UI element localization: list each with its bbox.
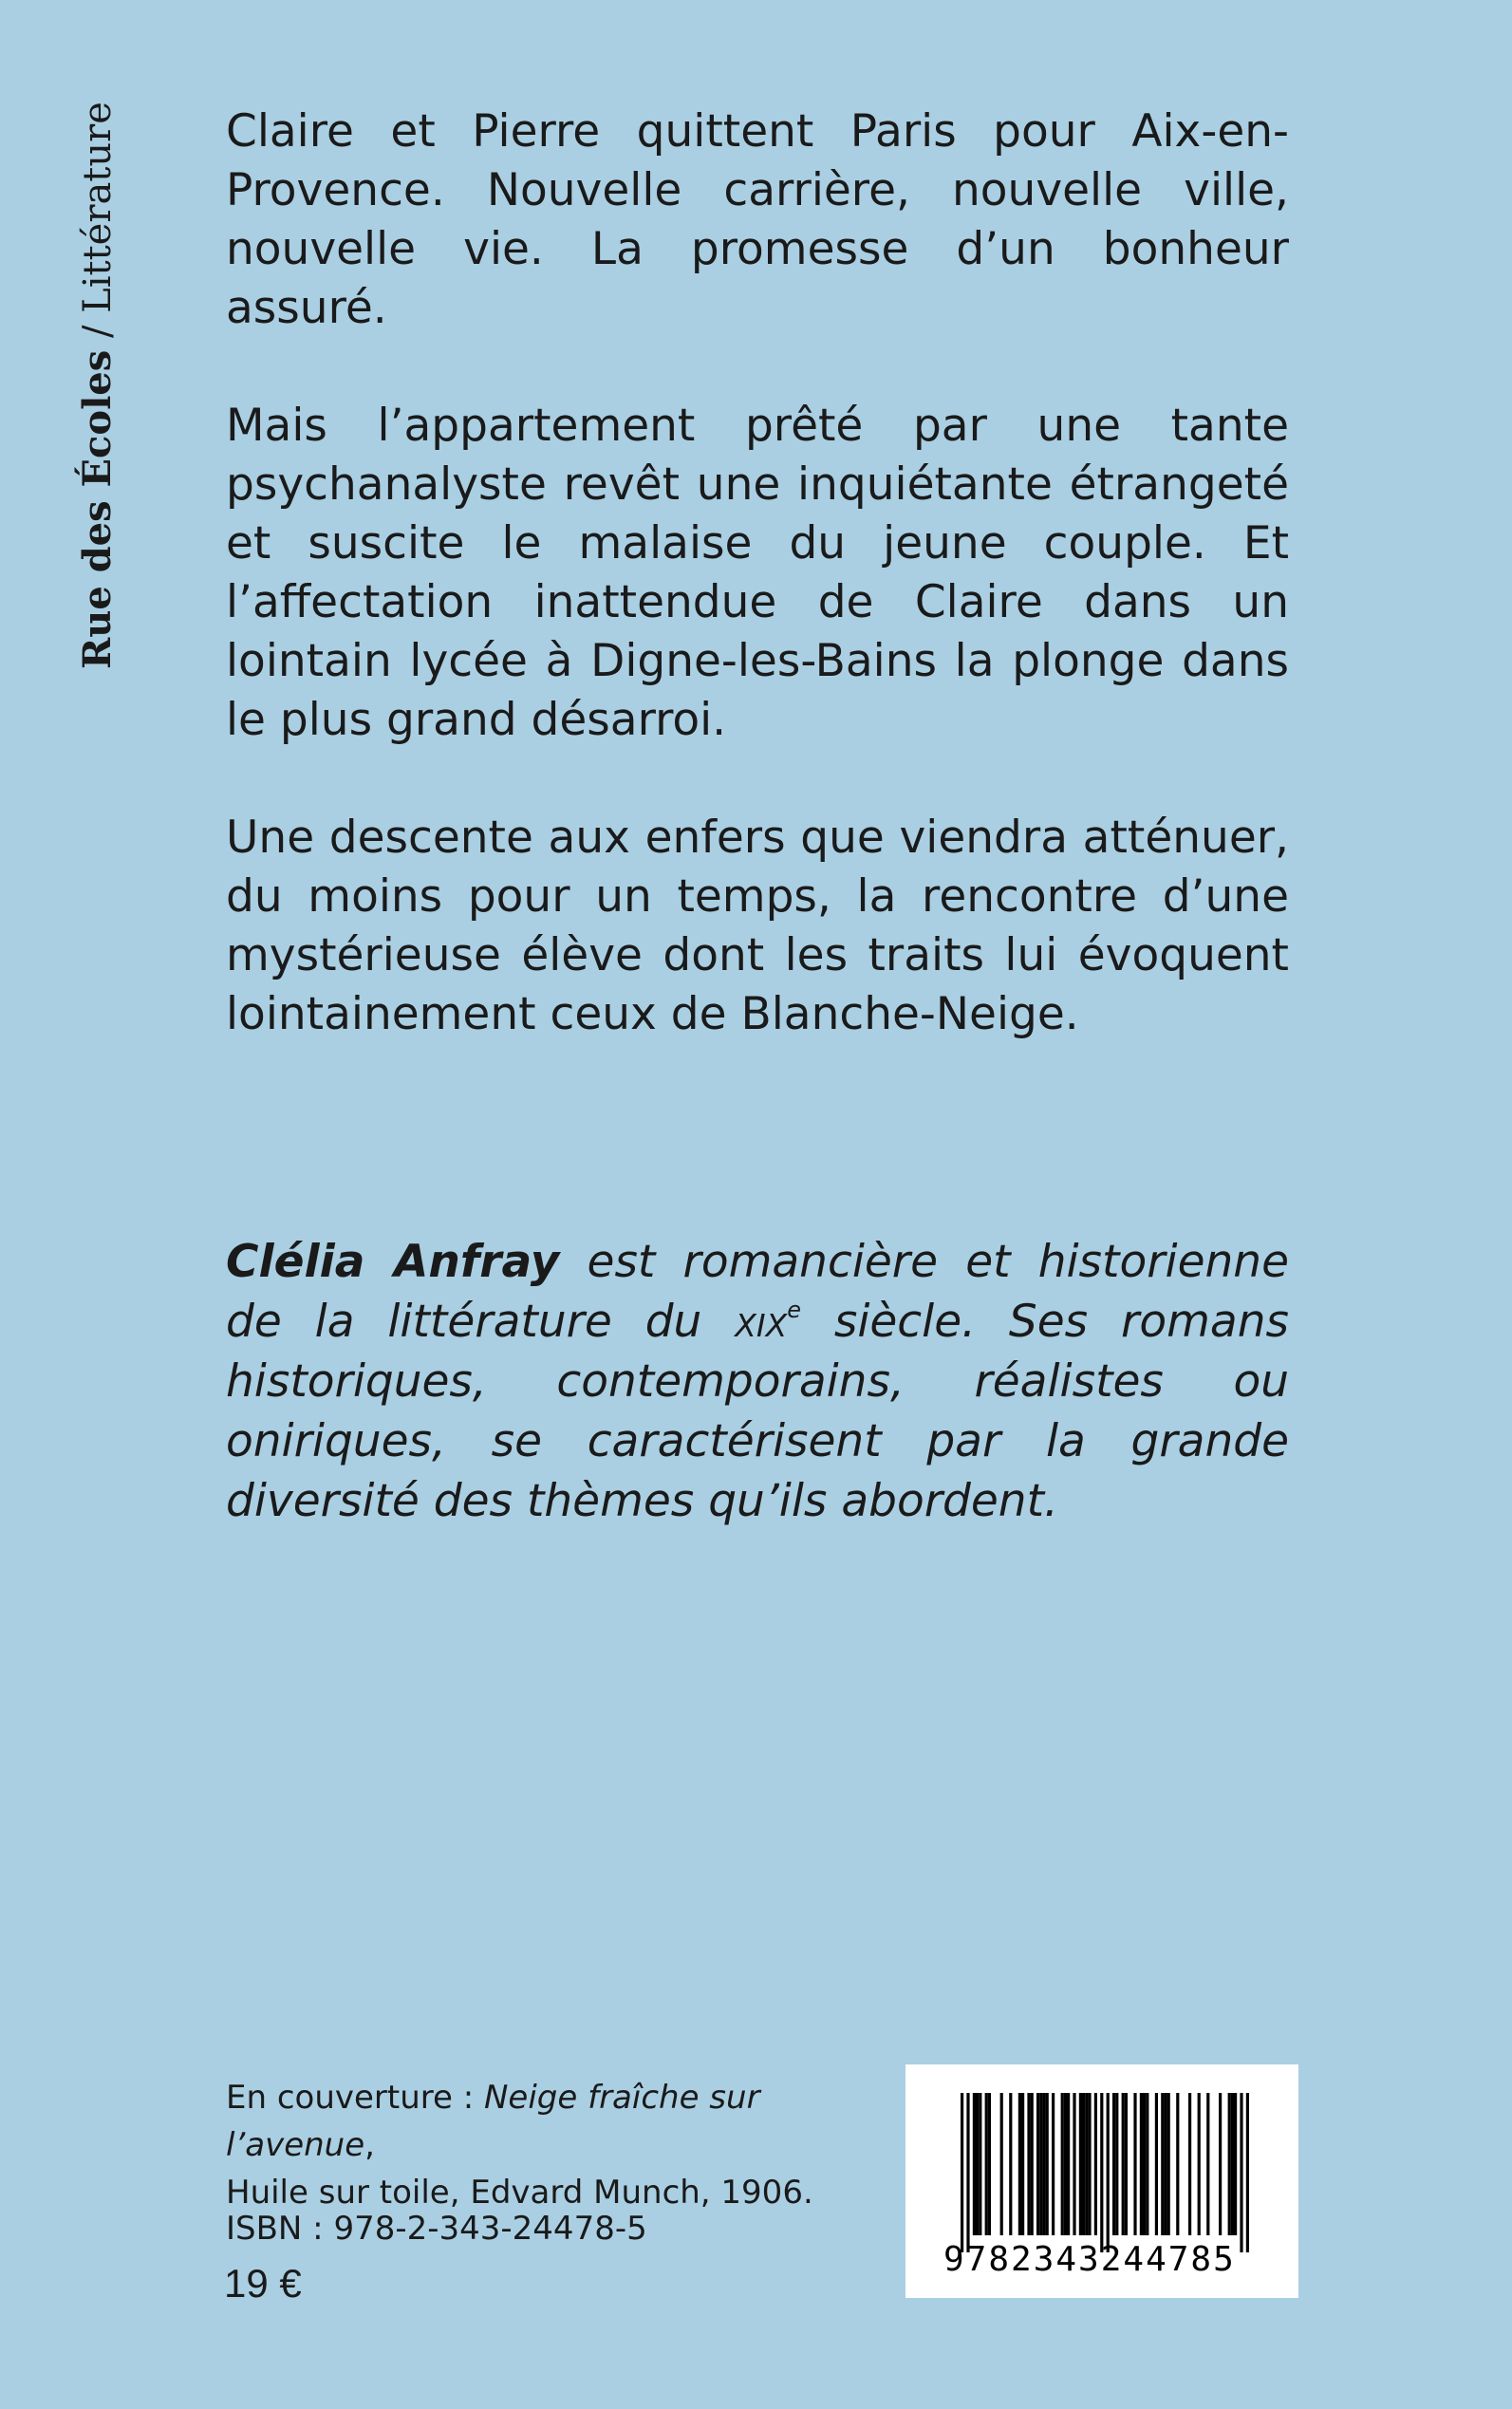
cover-credits-line — [226, 2074, 890, 2169]
barcode — [905, 2064, 1298, 2298]
barcode-bar — [1115, 2093, 1118, 2235]
barcode-bar — [1031, 2093, 1034, 2235]
barcode-bar — [1167, 2093, 1170, 2235]
barcode-bar — [1009, 2093, 1012, 2235]
barcode-bar — [1234, 2093, 1237, 2235]
barcode-bar — [1146, 2093, 1148, 2235]
barcode-bar — [1125, 2093, 1128, 2235]
barcode-bar — [1140, 2093, 1143, 2235]
century-suffix: e — [787, 1297, 801, 1323]
credits-suffix: , — [364, 2126, 375, 2164]
century-numeral: xix — [735, 1296, 788, 1348]
barcode-bar — [1094, 2093, 1097, 2235]
barcode-bar — [1176, 2093, 1179, 2235]
barcode-bar — [1161, 2093, 1164, 2235]
barcode-bar — [1164, 2093, 1167, 2235]
blurb-paragraph: Une descente aux enfers que viendra atténuer, du moins pour un temps, la rencontre d’une mystérieuse élève dont les traits lui évoquent lointainement ceux de Blanche-Neige. — [226, 812, 1289, 1040]
price-label: 19 € — [224, 2261, 302, 2306]
barcode-bar — [976, 2093, 979, 2235]
book-blurb — [226, 103, 1289, 1103]
barcode-bar — [973, 2093, 976, 2235]
barcode-bar — [1021, 2093, 1024, 2235]
barcode-bar — [1000, 2093, 1003, 2235]
barcode-bar — [1064, 2093, 1067, 2235]
barcode-bar — [961, 2093, 963, 2252]
barcode-bar — [988, 2093, 991, 2235]
painting-title: Neige fraîche sur l’avenue — [226, 2079, 760, 2164]
barcode-bar — [1079, 2093, 1082, 2235]
barcode-bar — [1133, 2093, 1136, 2235]
spine-label — [74, 102, 121, 669]
spine-separator: / — [76, 312, 120, 350]
painting-details: Huile sur toile, Edvard Munch, 1906. — [226, 2174, 813, 2212]
credits-prefix: En couverture : — [226, 2079, 484, 2117]
barcode-bar — [1052, 2093, 1055, 2235]
isbn-label: ISBN : 978-2-343-24478-5 — [226, 2210, 647, 2248]
barcode-bar — [1188, 2093, 1191, 2235]
barcode-bar — [1036, 2093, 1039, 2235]
barcode-bar — [1228, 2093, 1231, 2235]
barcode-bar — [1206, 2093, 1209, 2235]
barcode-bar — [1067, 2093, 1070, 2235]
spine-text — [74, 102, 121, 669]
barcode-bar — [1027, 2093, 1030, 2235]
barcode-bar — [1219, 2093, 1222, 2235]
barcode-bar — [1155, 2093, 1158, 2235]
barcode-bar — [1088, 2093, 1091, 2235]
barcode-bar — [1100, 2093, 1103, 2252]
cover-credits — [226, 2074, 890, 2216]
author-bio-part: siècle. Ses romans historiques, contemporains, réalistes ou oniriques, se caractérisent par la grande diversité des thèmes qu’ils abordent. — [226, 1296, 1289, 1527]
series-name: Rue des Écoles — [75, 349, 120, 669]
barcode-bar — [1122, 2093, 1125, 2235]
author-bio-text — [226, 1232, 1289, 1531]
barcode-bar — [1198, 2093, 1201, 2235]
barcode-bar — [1061, 2093, 1064, 2235]
barcode-bar — [1143, 2093, 1146, 2235]
barcode-bar — [1246, 2093, 1249, 2252]
barcode-bar — [1107, 2093, 1110, 2252]
author-bio — [226, 1232, 1289, 1531]
barcode-bar — [979, 2093, 981, 2235]
barcode-bar — [1018, 2093, 1021, 2235]
barcode-bar — [1082, 2093, 1085, 2235]
barcode-bar — [966, 2093, 969, 2252]
barcode-bar — [1046, 2093, 1049, 2235]
genre-name: Littérature — [76, 102, 120, 313]
barcode-bar — [985, 2093, 988, 2235]
author-name: Clélia Anfray — [226, 1236, 560, 1288]
barcode-bar — [1112, 2093, 1115, 2235]
barcode-bar — [1039, 2093, 1042, 2235]
barcode-digits: 9782343244785 — [943, 2240, 1236, 2279]
blurb-paragraph: Mais l’appartement prêté par une tante psychanalyste revêt une inquiétante étrangeté et suscite le malaise du jeune couple. Et l’affectation inattendue de Claire dans un lointain lycée à Digne-les-Bains la plonge dans le plus grand désarroi. — [226, 400, 1289, 746]
barcode-bar — [1240, 2093, 1242, 2252]
barcode-bar — [1231, 2093, 1234, 2235]
barcode-bar — [1073, 2093, 1075, 2235]
barcode-bar — [1042, 2093, 1045, 2235]
author-bio-part: est romancière et historienne de la littérature du — [226, 1236, 1289, 1348]
barcode-bar — [1085, 2093, 1088, 2235]
blurb-paragraph: Claire et Pierre quittent Paris pour Aix-en-Provence. Nouvelle carrière, nouvelle ville, nouvelle vie. La promesse d’un bonheur assuré. — [226, 105, 1289, 334]
